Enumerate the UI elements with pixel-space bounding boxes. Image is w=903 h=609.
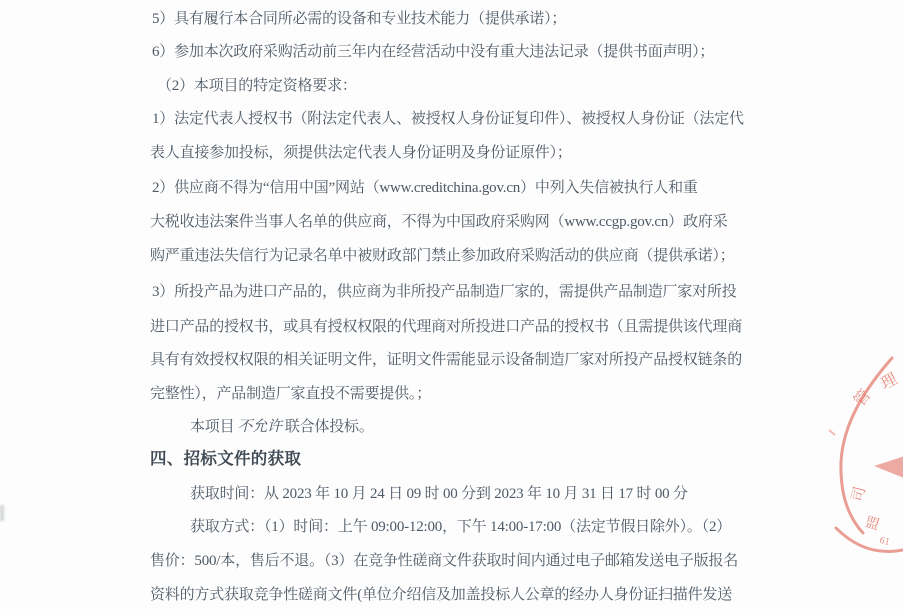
stamp-char-li: 理 (878, 370, 901, 394)
scan-smudge-artifact (0, 505, 4, 521)
clause-6-no-major-violations: 6）参加本次政府采购活动前三年内在经营活动中没有重大违法记录（提供书面声明）； (152, 44, 715, 60)
special-qualification-header: （2）本项目的特定资格要求： (157, 78, 357, 94)
clause-2-credit-china-line3: 购严重违法失信行为记录名单中被财政部门禁止参加政府采购活动的供应商（提供承诺）； (150, 248, 735, 264)
stamp-ring-bottom-arc (836, 528, 903, 552)
joint-venture-prefix: 本项目 (190, 419, 235, 435)
joint-venture-statement (190, 417, 374, 437)
section-4-heading: 四、招标文件的获取 (150, 449, 302, 468)
stamp-ring-arc (841, 358, 892, 533)
acquisition-method-line2: 售价：500/本，售后不退。（3）在竞争性磋商文件获取时间内通过电子邮箱发送电子版报名 (150, 553, 739, 569)
official-seal-stamp (826, 344, 903, 566)
stamp-char-si: 司 (849, 484, 869, 504)
stamp-serial-number: 61 (878, 534, 891, 549)
document-text (150, 0, 775, 609)
clause-2-credit-china-line1: 2）供应商不得为“信用中国”网站（www.creditchina.gov.cn）中列入失信被执行人和重 (152, 180, 698, 196)
acquisition-method-line1: 获取方式：（1）时间：上午 09:00-12:00，下午 14:00-17:00（法定节假日除外）。（2） (190, 519, 732, 535)
joint-venture-not-allowed-emphasis: 不允许 (237, 419, 282, 435)
clause-1-authorization-line2: 表人直接参加投标，须提供法定代表人身份证明及身份证原件）； (150, 145, 572, 161)
clause-1-authorization-line1: 1）法定代表人授权书（附法定代表人、被授权人身份证复印件）、被授权人身份证（法定代 (152, 111, 744, 127)
clause-3-imported-products-line4: 完整性），产品制造厂家直投不需要提供。； (150, 386, 432, 402)
stamp-star-icon (874, 424, 903, 511)
clause-5-equipment-capability: 5）具有履行本合同所必需的设备和专业技术能力（提供承诺）； (152, 11, 567, 27)
acquisition-method-line3: 资料的方式获取竞争性磋商文件(单位介绍信及加盖投标人公章的经办人身份证扫描件发送 (150, 587, 732, 603)
clause-3-imported-products-line2: 进口产品的授权书，或具有授权权限的代理商对所投进口产品的授权书（且需提供该代理商 (150, 319, 743, 335)
stamp-char-guan: 管 (851, 386, 875, 410)
joint-venture-suffix: 联合体投标。 (284, 419, 374, 435)
clause-2-credit-china-line2: 大税收违法案件当事人名单的供应商，不得为中国政府采购网（www.ccgp.gov.cn）政府采 (150, 214, 728, 230)
acquisition-time-line: 获取时间：从 2023 年 10 月 24 日 09 时 00 分到 2023 年 10 月 31 日 17 时 00 分 (190, 486, 688, 502)
clause-3-imported-products-line3: 具有有效授权权限的相关证明文件，证明文件需能显示设备制造厂家对所投产品授权链条的 (150, 352, 743, 368)
stamp-char-meng: 盟 (863, 515, 881, 534)
clause-3-imported-products-line1: 3）所投产品为进口产品的，供应商为非所投产品制造厂家的，需提供产品制造厂家对所投 (152, 284, 737, 300)
stamp-ink-tick (829, 430, 835, 435)
